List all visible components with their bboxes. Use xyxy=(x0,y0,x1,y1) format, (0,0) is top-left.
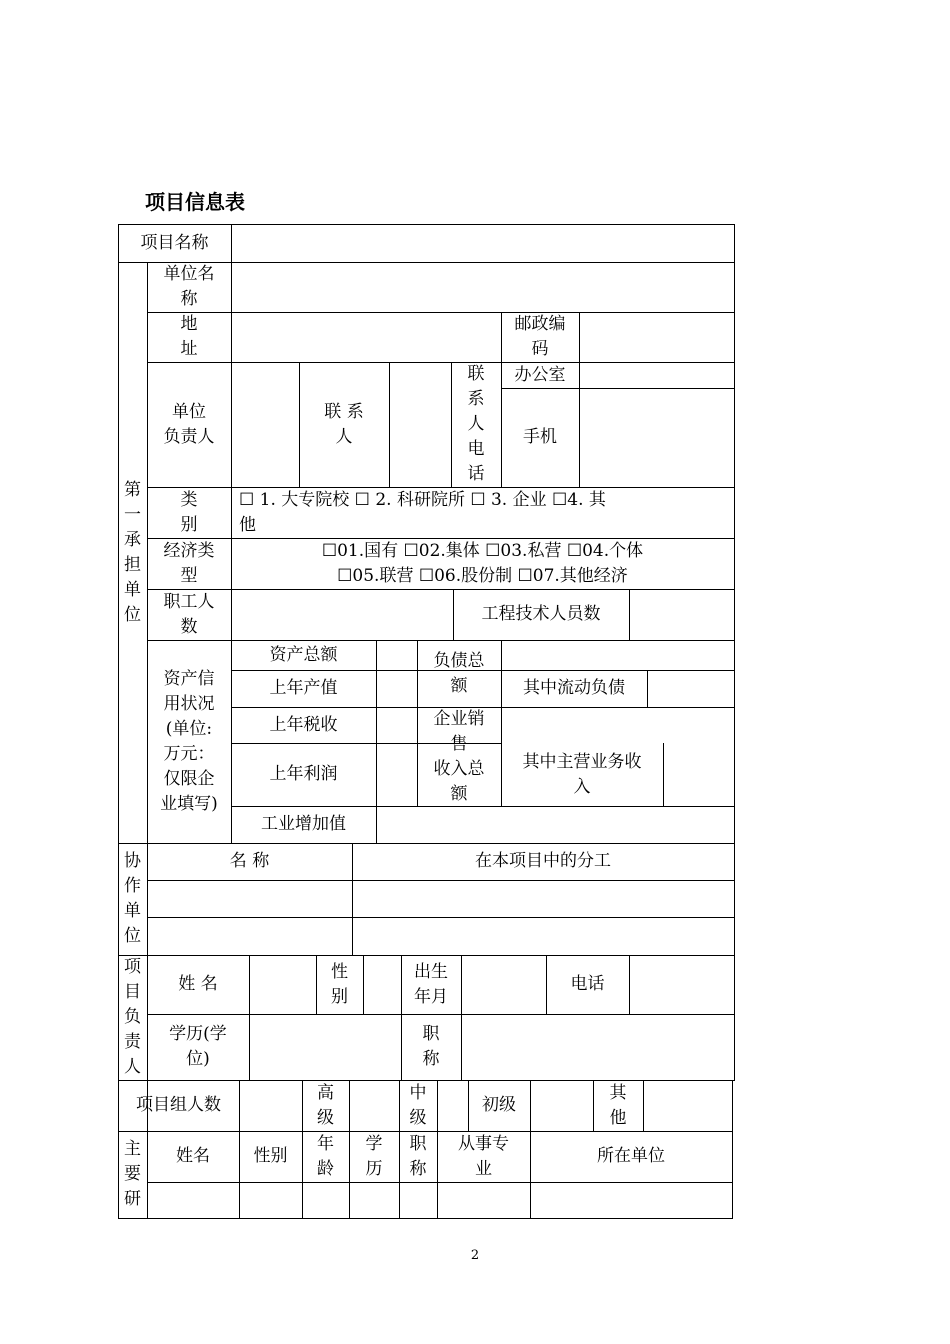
label-other: 其 他 xyxy=(609,1082,627,1128)
label-leader-title: 职 称 xyxy=(422,1024,440,1069)
senior-count-field[interactable] xyxy=(350,1081,399,1131)
label-last-profit: 上年利润 xyxy=(269,764,338,784)
label-birth: 出生 年月 xyxy=(414,961,448,1007)
project-name-field[interactable] xyxy=(232,225,734,262)
table-right-border xyxy=(734,224,735,1081)
coop-unit-name-1[interactable] xyxy=(148,881,352,917)
engineer-count-field[interactable] xyxy=(630,590,734,640)
sales-income-field[interactable] xyxy=(502,708,734,743)
page-title: 项目信息表 xyxy=(145,190,245,214)
label-main-research: 主 要 研 xyxy=(124,1139,141,1209)
label-junior: 初级 xyxy=(482,1095,516,1115)
label-first-unit: 第 一 承 担 单 位 xyxy=(124,479,141,625)
label-coop-name: 名 称 xyxy=(229,851,270,871)
label-industrial-added: 工业增加值 xyxy=(261,814,346,834)
category-options: ☐ 1. 大专院校 ☐ 2. 科研院所 ☐ 3. 企业 ☐4. 其 他 xyxy=(239,489,606,535)
label-project-name: 项目名称 xyxy=(140,232,209,253)
label-m-edu: 学 历 xyxy=(365,1133,383,1179)
label-m-unit: 所在单位 xyxy=(597,1146,665,1166)
leader-title-field[interactable] xyxy=(462,1015,734,1080)
researcher-title-field[interactable] xyxy=(400,1183,437,1218)
researcher-major-field[interactable] xyxy=(438,1183,530,1218)
econ-options-row-2: ☐05.联营 ☐06.股份制 ☐07.其他经济 xyxy=(337,566,628,586)
other-count-field[interactable] xyxy=(644,1081,732,1131)
label-coop-unit: 协 作 单 位 xyxy=(124,851,141,946)
label-contact-phone: 联 系 人 电 话 xyxy=(467,364,485,484)
label-sales-income: 企业销 售 收入总 额 xyxy=(433,708,485,804)
current-debt-field[interactable] xyxy=(648,671,734,707)
label-total-assets: 资产总额 xyxy=(269,644,338,665)
label-leader-education: 学历(学 位) xyxy=(169,1024,227,1069)
mobile-field[interactable] xyxy=(580,389,734,487)
label-postcode: 邮政编 码 xyxy=(514,314,566,359)
label-team-count: 项目组人数 xyxy=(136,1095,221,1115)
page-number: 2 xyxy=(470,1248,480,1263)
label-total-debt: 负债总 额 xyxy=(433,650,485,696)
label-current-debt: 其中流动负债 xyxy=(523,678,625,698)
unit-name-field[interactable] xyxy=(232,263,734,312)
staff-count-field[interactable] xyxy=(232,590,453,640)
last-tax-field[interactable] xyxy=(377,708,417,743)
total-assets-field[interactable] xyxy=(377,641,417,670)
researcher-name-field[interactable] xyxy=(148,1183,239,1218)
label-m-name: 姓名 xyxy=(176,1146,210,1166)
table-rule xyxy=(118,1218,733,1219)
label-staff-count: 职工人 数 xyxy=(163,591,215,637)
researcher-unit-field[interactable] xyxy=(531,1183,732,1218)
econ-options-row-1: ☐01.国有 ☐02.集体 ☐03.私营 ☐04.个体 xyxy=(321,540,644,561)
label-senior: 高 级 xyxy=(317,1082,334,1128)
label-m-title: 职 称 xyxy=(409,1133,427,1179)
junior-count-field[interactable] xyxy=(531,1081,593,1131)
label-m-age: 年 龄 xyxy=(317,1133,334,1179)
label-econ-type: 经济类 型 xyxy=(163,540,215,586)
address-field[interactable] xyxy=(232,313,501,362)
label-address: 地 址 xyxy=(180,314,198,359)
label-coop-division: 在本项目中的分工 xyxy=(475,851,611,871)
leader-phone-field[interactable] xyxy=(630,956,734,1014)
leader-gender-field[interactable] xyxy=(364,956,401,1014)
coop-unit-name-2[interactable] xyxy=(148,918,352,955)
middle-count-field[interactable] xyxy=(438,1081,468,1131)
label-contact: 联 系 人 xyxy=(324,401,364,447)
coop-unit-division-2[interactable] xyxy=(353,918,734,955)
label-m-gender: 性别 xyxy=(253,1146,288,1166)
postcode-field[interactable] xyxy=(580,313,734,362)
label-engineer-count: 工程技术人员数 xyxy=(481,604,601,624)
last-output-field[interactable] xyxy=(377,671,417,707)
label-middle: 中 级 xyxy=(409,1082,427,1128)
researcher-age-field[interactable] xyxy=(303,1183,349,1218)
label-leader-gender: 性 别 xyxy=(331,961,348,1007)
unit-head-field[interactable] xyxy=(232,363,299,487)
label-leader-phone: 电话 xyxy=(570,974,605,994)
coop-unit-division-1[interactable] xyxy=(353,881,734,917)
table-right-border-lower xyxy=(732,1080,733,1219)
label-main-income: 其中主营业务收 入 xyxy=(522,751,642,797)
label-leader-name: 姓 名 xyxy=(178,974,218,994)
last-profit-field[interactable] xyxy=(377,744,417,806)
label-unit-name: 单位名 称 xyxy=(163,264,215,309)
office-phone-field[interactable] xyxy=(580,363,734,388)
leader-birth-field[interactable] xyxy=(462,956,546,1014)
label-category: 类 别 xyxy=(180,489,198,535)
label-office: 办公室 xyxy=(514,364,566,385)
contact-field[interactable] xyxy=(390,363,451,487)
label-project-leader: 项 目 负 责 人 xyxy=(124,957,141,1077)
researcher-gender-field[interactable] xyxy=(240,1183,302,1218)
main-income-field[interactable] xyxy=(664,744,734,806)
label-m-major: 从事专 业 xyxy=(458,1133,509,1179)
team-count-field[interactable] xyxy=(240,1081,302,1131)
leader-name-field[interactable] xyxy=(250,956,316,1014)
label-asset-status: 资产信 用状况 (单位: 万元： 仅限企 业填写) xyxy=(160,668,218,814)
label-last-tax: 上年税收 xyxy=(269,714,338,735)
label-last-output: 上年产值 xyxy=(269,678,338,698)
label-unit-head: 单位 负责人 xyxy=(163,401,215,447)
total-debt-field[interactable] xyxy=(502,641,734,670)
researcher-edu-field[interactable] xyxy=(350,1183,399,1218)
leader-education-field[interactable] xyxy=(250,1015,401,1080)
industrial-added-field[interactable] xyxy=(377,807,734,843)
label-mobile: 手机 xyxy=(523,427,557,447)
